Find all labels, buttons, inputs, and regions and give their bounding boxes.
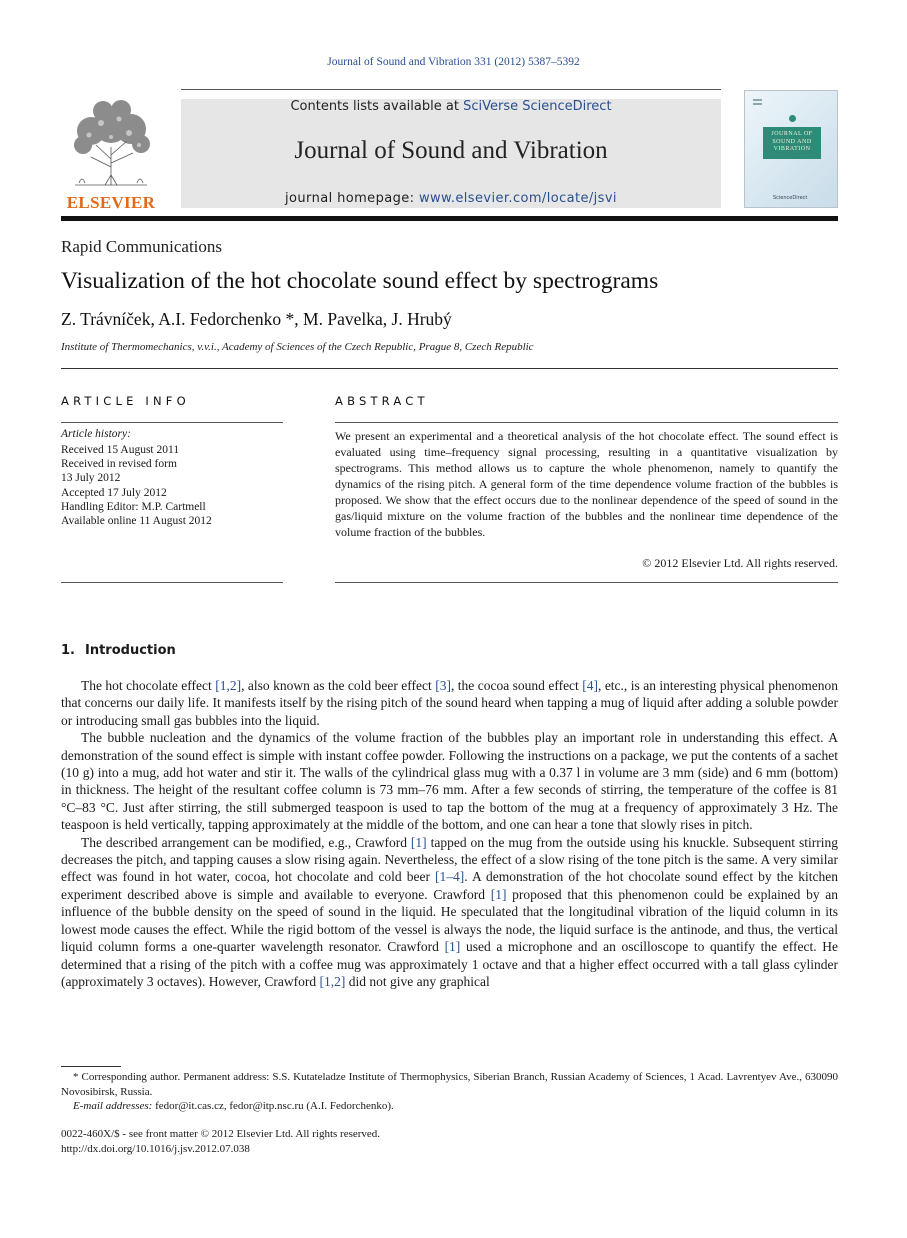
history-item: Accepted 17 July 2012 bbox=[61, 486, 167, 499]
header-rule bbox=[181, 89, 721, 90]
homepage-prefix: journal homepage: bbox=[285, 191, 419, 206]
history-item: 13 July 2012 bbox=[61, 472, 121, 485]
header-thick-rule bbox=[61, 216, 838, 221]
article-title: Visualization of the hot chocolate sound effect by spectrograms bbox=[61, 268, 659, 294]
copyright-notice: © 2012 Elsevier Ltd. All rights reserved. bbox=[642, 556, 838, 570]
citation-link[interactable]: [3] bbox=[435, 678, 451, 693]
footnote-rule bbox=[61, 1066, 121, 1067]
text-run: tapped on the mug from the outside using his knuckle. Subsequent stirring decreases the pitch, and tapping causes a slow rising again. Nevertheless, the effect of a slow rising of the tone pitch is the same. A very similar effect was found in hot water, cocoa, hot chocolate and cold beer bbox=[61, 834, 838, 885]
journal-citation[interactable]: Journal of Sound and Vibration 331 (2012) 5387–5392 bbox=[327, 56, 580, 68]
divider bbox=[61, 582, 283, 583]
doi-link[interactable]: http://dx.doi.org/10.1016/j.jsv.2012.07.038 bbox=[61, 1142, 250, 1155]
text-run: proposed that this phenomenon could be explained by an influence of the bubble density on the speed of sound in the liquid. He speculated that the longitudinal vibration of the liquid column in its lowest mode causes the effect. While the rigid bottom of the vessel is always the node, the liquid surface is the antinode, and thus, the vertical liquid column forms a one-quarter wavelength resonator. Crawford bbox=[61, 886, 838, 955]
citation-link[interactable]: [1–4] bbox=[435, 869, 465, 885]
text-run: did not give any graphical bbox=[345, 973, 490, 989]
contents-prefix: Contents lists available at bbox=[290, 99, 464, 114]
article-info-heading: ARTICLE INFO bbox=[61, 394, 190, 408]
corresponding-author-note: * Corresponding author. Permanent address: S.S. Kutateladze Institute of Thermophysics, Siberian Branch, Russian Academy of Sciences, 1 Acad. Lavrentyev Ave., 630090 Novosibirsk, Russia. bbox=[61, 1071, 838, 1098]
journal-homepage-line bbox=[181, 191, 721, 206]
cover-mark bbox=[753, 103, 762, 105]
journal-title: Journal of Sound and Vibration bbox=[294, 137, 608, 164]
cover-title-line: SOUND AND bbox=[772, 138, 812, 145]
divider bbox=[335, 582, 838, 583]
citation-link[interactable]: [4] bbox=[582, 678, 598, 693]
text-run: . A demonstration of the hot chocolate sound effect by the kitchen experiment described above is simple and available to everyone. Crawford bbox=[61, 869, 838, 902]
divider bbox=[61, 368, 838, 369]
issn-line: 0022-460X/$ - see front matter © 2012 Elsevier Ltd. All rights reserved. bbox=[61, 1128, 381, 1140]
section-number: 1. bbox=[61, 643, 75, 658]
text-run: , the cocoa sound effect bbox=[450, 678, 583, 693]
history-item: Available online 11 August 2012 bbox=[61, 515, 212, 528]
text-run: The described arrangement can be modified, e.g., Crawford bbox=[81, 834, 411, 850]
elsevier-logo bbox=[61, 97, 161, 212]
paragraph: The bubble nucleation and the dynamics of the volume fraction of the bubbles play an important role in understanding this effect. A demonstration of the sound effect is simple with instant coffee powder. Following the instructions on a package, we put the contents of a sachet (10 g) into a mug, add hot water and stir it. The walls of the cylindrical glass mug with a 0.37 l in volume are 3 mm (side) and 6 mm (bottom) in thickness. The height of the resultant coffee column is 73 mm–76 mm. After a few seconds of stirring, the temperature of the coffee is 81 °C–83 °C. Just after stirring, the still submerged teaspoon is used to tap the bottom of the mug at a frequency of approximately 3 Hz. The teaspoon is held vertically, tapping approximately at the middle of the bottom, and one can hear a tone that slowly rises in pitch. bbox=[61, 730, 838, 833]
text-run: used a microphone and an oscilloscope to quantify the effect. He determined that a rising of the pitch with a coffee mug was approximately 1 octave and that a higher effect occurred with a tall glass cylinder (approximately 3 octaves). However, Crawford bbox=[61, 939, 839, 989]
history-item: Received 15 August 2011 bbox=[61, 444, 180, 456]
cover-logo-icon bbox=[789, 115, 796, 122]
sciencedirect-link[interactable]: SciVerse ScienceDirect bbox=[463, 99, 612, 114]
journal-cover-thumbnail[interactable] bbox=[744, 90, 838, 208]
paragraph bbox=[61, 677, 838, 729]
divider bbox=[61, 422, 283, 423]
contents-line bbox=[181, 99, 721, 114]
citation-link[interactable]: [1,2] bbox=[215, 678, 242, 693]
abstract-text: We present an experimental and a theoretical analysis of the hot chocolate effect. The sound effect is evaluated using time–frequency signal processing, resulting in a quantitative visualization by spectrograms. This method allows us to capture the whole phenomenon, namely to quantify the dynamics of the rising pitch. A general form of the time dependence volume fraction of the bubbles is proposed. We show that the effect occurs due to the nonlinear dependence of the speed of sound in the gas/liquid mixture on the volume fraction of the bubbles and the nonlinear time dependence of the volume fraction of the bubbles. bbox=[335, 429, 838, 539]
cover-title-line: JOURNAL OF bbox=[771, 131, 813, 137]
email-addresses[interactable]: fedor@it.cas.cz, fedor@itp.nsc.ru (A.I. Fedorchenko). bbox=[152, 1100, 394, 1112]
elsevier-wordmark: ELSEVIER bbox=[66, 193, 156, 212]
front-matter-info bbox=[61, 1127, 380, 1156]
article-history-label: Article history: bbox=[61, 428, 131, 440]
affiliation: Institute of Thermomechanics, v.v.i., Academy of Sciences of the Czech Republic, Prague 8, Czech Republic bbox=[61, 341, 534, 353]
article-history-list bbox=[61, 443, 212, 528]
section-type: Rapid Communications bbox=[61, 237, 223, 256]
text-run: , etc., is an interesting physical phenomenon that concerns our daily life. It manifests itself by the rising pitch of the sound heard when tapping a mug of liquid after adding a soluble powder or introducing small gas bubbles into the liquid. bbox=[61, 678, 838, 728]
divider bbox=[335, 422, 838, 423]
citation-link[interactable]: [1] bbox=[490, 886, 507, 902]
email-note bbox=[61, 1099, 838, 1114]
history-item: Received in revised form bbox=[61, 458, 177, 471]
text-run: The hot chocolate effect bbox=[81, 678, 216, 693]
citation-link[interactable]: [1] bbox=[444, 939, 461, 955]
section-title: Introduction bbox=[84, 643, 176, 658]
elsevier-tree-icon bbox=[61, 97, 161, 189]
cover-title-line: VIBRATION bbox=[773, 146, 811, 152]
cover-title-band bbox=[763, 127, 821, 159]
email-label: E-mail addresses: bbox=[73, 1100, 153, 1112]
author-list[interactable]: Z. Trávníček, A.I. Fedorchenko *, M. Pavelka, J. Hrubý bbox=[61, 309, 452, 329]
cover-mark bbox=[753, 99, 762, 101]
citation-link[interactable]: [1] bbox=[410, 834, 427, 850]
paragraph bbox=[61, 834, 838, 991]
text-run: , also known as the cold beer effect bbox=[241, 678, 436, 693]
cover-footer: ScienceDirect bbox=[773, 195, 808, 201]
introduction-body bbox=[61, 677, 838, 990]
history-item: Handling Editor: M.P. Cartmell bbox=[61, 500, 206, 513]
footnote bbox=[61, 1070, 838, 1114]
section-heading bbox=[61, 643, 176, 658]
citation-link[interactable]: [1,2] bbox=[319, 973, 346, 989]
homepage-link[interactable]: www.elsevier.com/locate/jsvi bbox=[418, 191, 617, 206]
abstract-heading: ABSTRACT bbox=[335, 394, 429, 408]
